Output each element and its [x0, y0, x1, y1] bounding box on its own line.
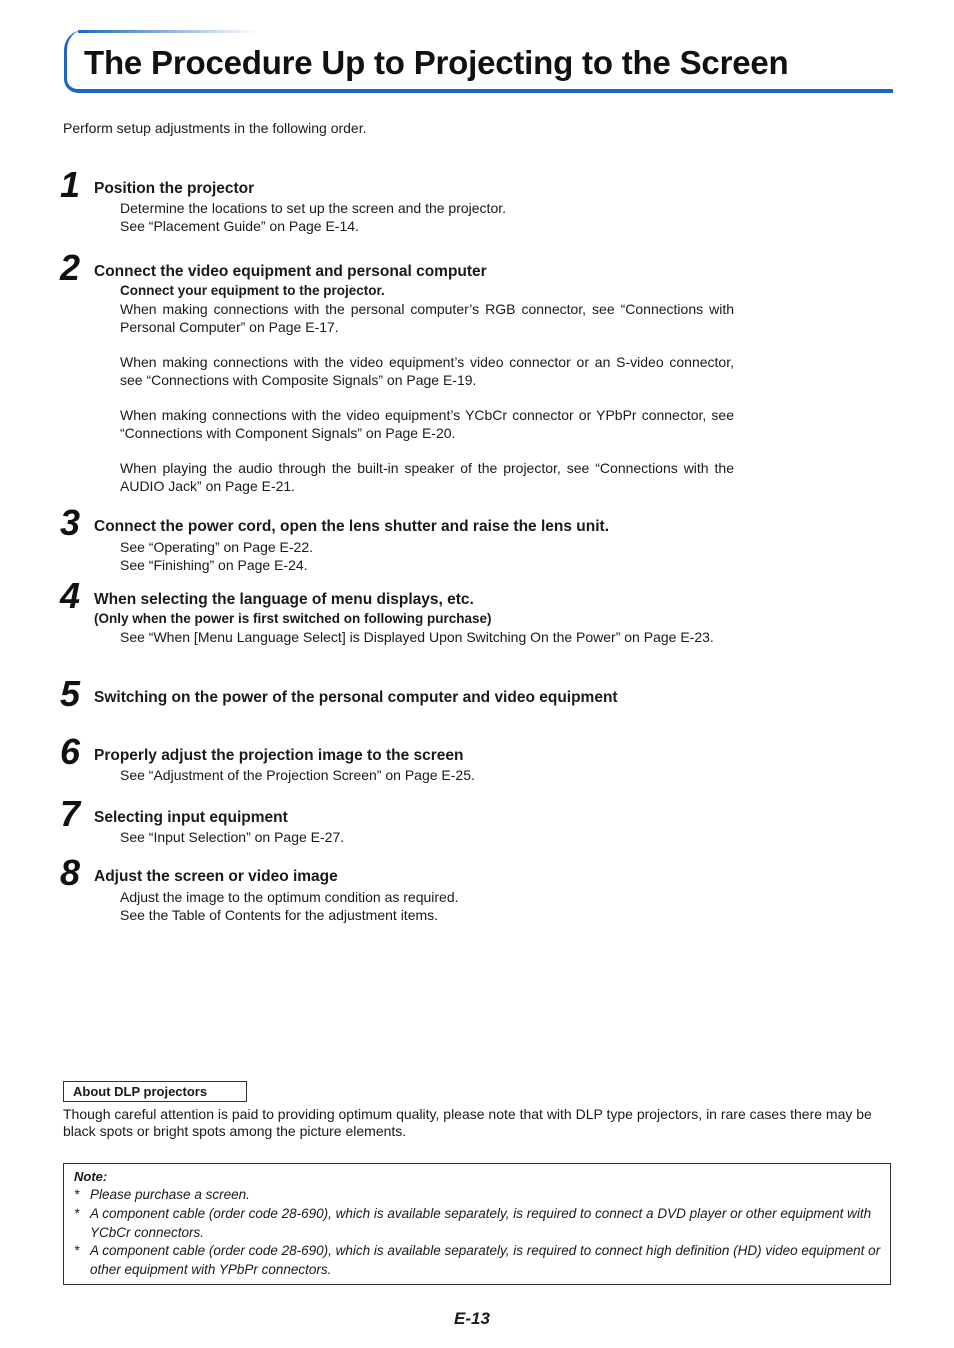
intro-text: Perform setup adjustments in the following order.: [63, 120, 367, 136]
step-6-number: 6: [60, 731, 81, 772]
step-4-subheading: (Only when the power is first switched on following purchase): [94, 611, 492, 626]
note-title: Note:: [74, 1169, 108, 1184]
step-2-paragraph: When making connections with the video equipment’s video connector or an S-video connector, see “Connections with Composite Signals” on Page E-19.: [120, 354, 734, 388]
step-2-heading: Connect the video equipment and personal computer: [94, 263, 487, 280]
step-1-heading: Position the projector: [94, 180, 255, 197]
note-bullet: *: [74, 1206, 80, 1221]
step-7-line: See “Input Selection” on Page E-27.: [120, 829, 345, 845]
step-2-paragraph: When playing the audio through the built-in speaker of the projector, see “Connections with the AUDIO Jack” on Page E-21.: [120, 460, 734, 494]
step-5-heading: Switching on the power of the personal computer and video equipment: [94, 689, 618, 706]
step-2-paragraph: When making connections with the personal computer’s RGB connector, see “Connections with Personal Computer” on Page E-17.: [120, 301, 734, 335]
step-4-line: See “When [Menu Language Select] is Displayed Upon Switching On the Power” on Page E-23.: [120, 629, 714, 645]
note-item-text: A component cable (order code 28-690), which is available separately, is required to connect a DVD player or other equipment with YCbCr connectors.: [90, 1206, 872, 1240]
step-1-body: [120, 199, 734, 235]
step-6-heading: Properly adjust the projection image to the screen: [94, 747, 464, 764]
note-item: [74, 1205, 884, 1242]
step-8-heading: Adjust the screen or video image: [94, 868, 338, 885]
step-6-line: See “Adjustment of the Projection Screen” on Page E-25.: [120, 767, 475, 783]
step-2-body: [120, 282, 734, 495]
step-4-heading: When selecting the language of menu displays, etc.: [94, 591, 474, 608]
step-2-subheading: Connect your equipment to the projector.: [120, 283, 385, 298]
step-6-body: [120, 766, 734, 784]
step-1-line: See “Placement Guide” on Page E-14.: [120, 218, 359, 234]
page-number: E-13: [454, 1309, 490, 1328]
note-bullet: *: [74, 1243, 80, 1258]
dlp-section-text: Though careful attention is paid to providing optimum quality, please note that with DLP type projectors, in rare cases there may be black spots or bright spots among the picture elements.: [63, 1106, 872, 1139]
note-bullet: *: [74, 1187, 80, 1202]
step-1-number: 1: [60, 164, 81, 205]
step-2-number: 2: [60, 247, 81, 288]
note-box: [63, 1163, 891, 1285]
step-8-line: Adjust the image to the optimum condition as required.: [120, 889, 459, 905]
page-title: The Procedure Up to Projecting to the Screen: [84, 44, 789, 81]
step-8-line: See the Table of Contents for the adjustment items.: [120, 907, 439, 923]
step-4-body: [94, 610, 760, 646]
step-7-number: 7: [60, 793, 81, 834]
note-item: [74, 1242, 884, 1279]
step-7-body: [120, 828, 734, 846]
step-8-body: [120, 888, 734, 924]
step-3-heading: Connect the power cord, open the lens shutter and raise the lens unit.: [94, 518, 610, 535]
step-4-number: 4: [60, 575, 81, 616]
step-2-paragraph: When making connections with the video equipment’s YCbCr connector or YPbPr connector, see “Connections with Component Signals” on Page E-20.: [120, 407, 734, 441]
note-item-text: Please purchase a screen.: [90, 1187, 250, 1202]
note-item-text: A component cable (order code 28-690), which is available separately, is required to connect high definition (HD) video equipment or other equipment with YPbPr connectors.: [90, 1243, 881, 1277]
step-3-line: See “Finishing” on Page E-24.: [120, 557, 308, 573]
step-3-body: [120, 538, 734, 574]
step-7-heading: Selecting input equipment: [94, 809, 288, 826]
title-frame-accent: [78, 30, 258, 33]
step-8-number: 8: [60, 852, 81, 893]
step-3-number: 3: [60, 502, 81, 543]
dlp-section-label: About DLP projectors: [63, 1081, 247, 1102]
step-1-line: Determine the locations to set up the screen and the projector.: [120, 200, 507, 216]
note-item: [74, 1186, 884, 1205]
step-5-number: 5: [60, 673, 81, 714]
step-3-line: See “Operating” on Page E-22.: [120, 539, 314, 555]
